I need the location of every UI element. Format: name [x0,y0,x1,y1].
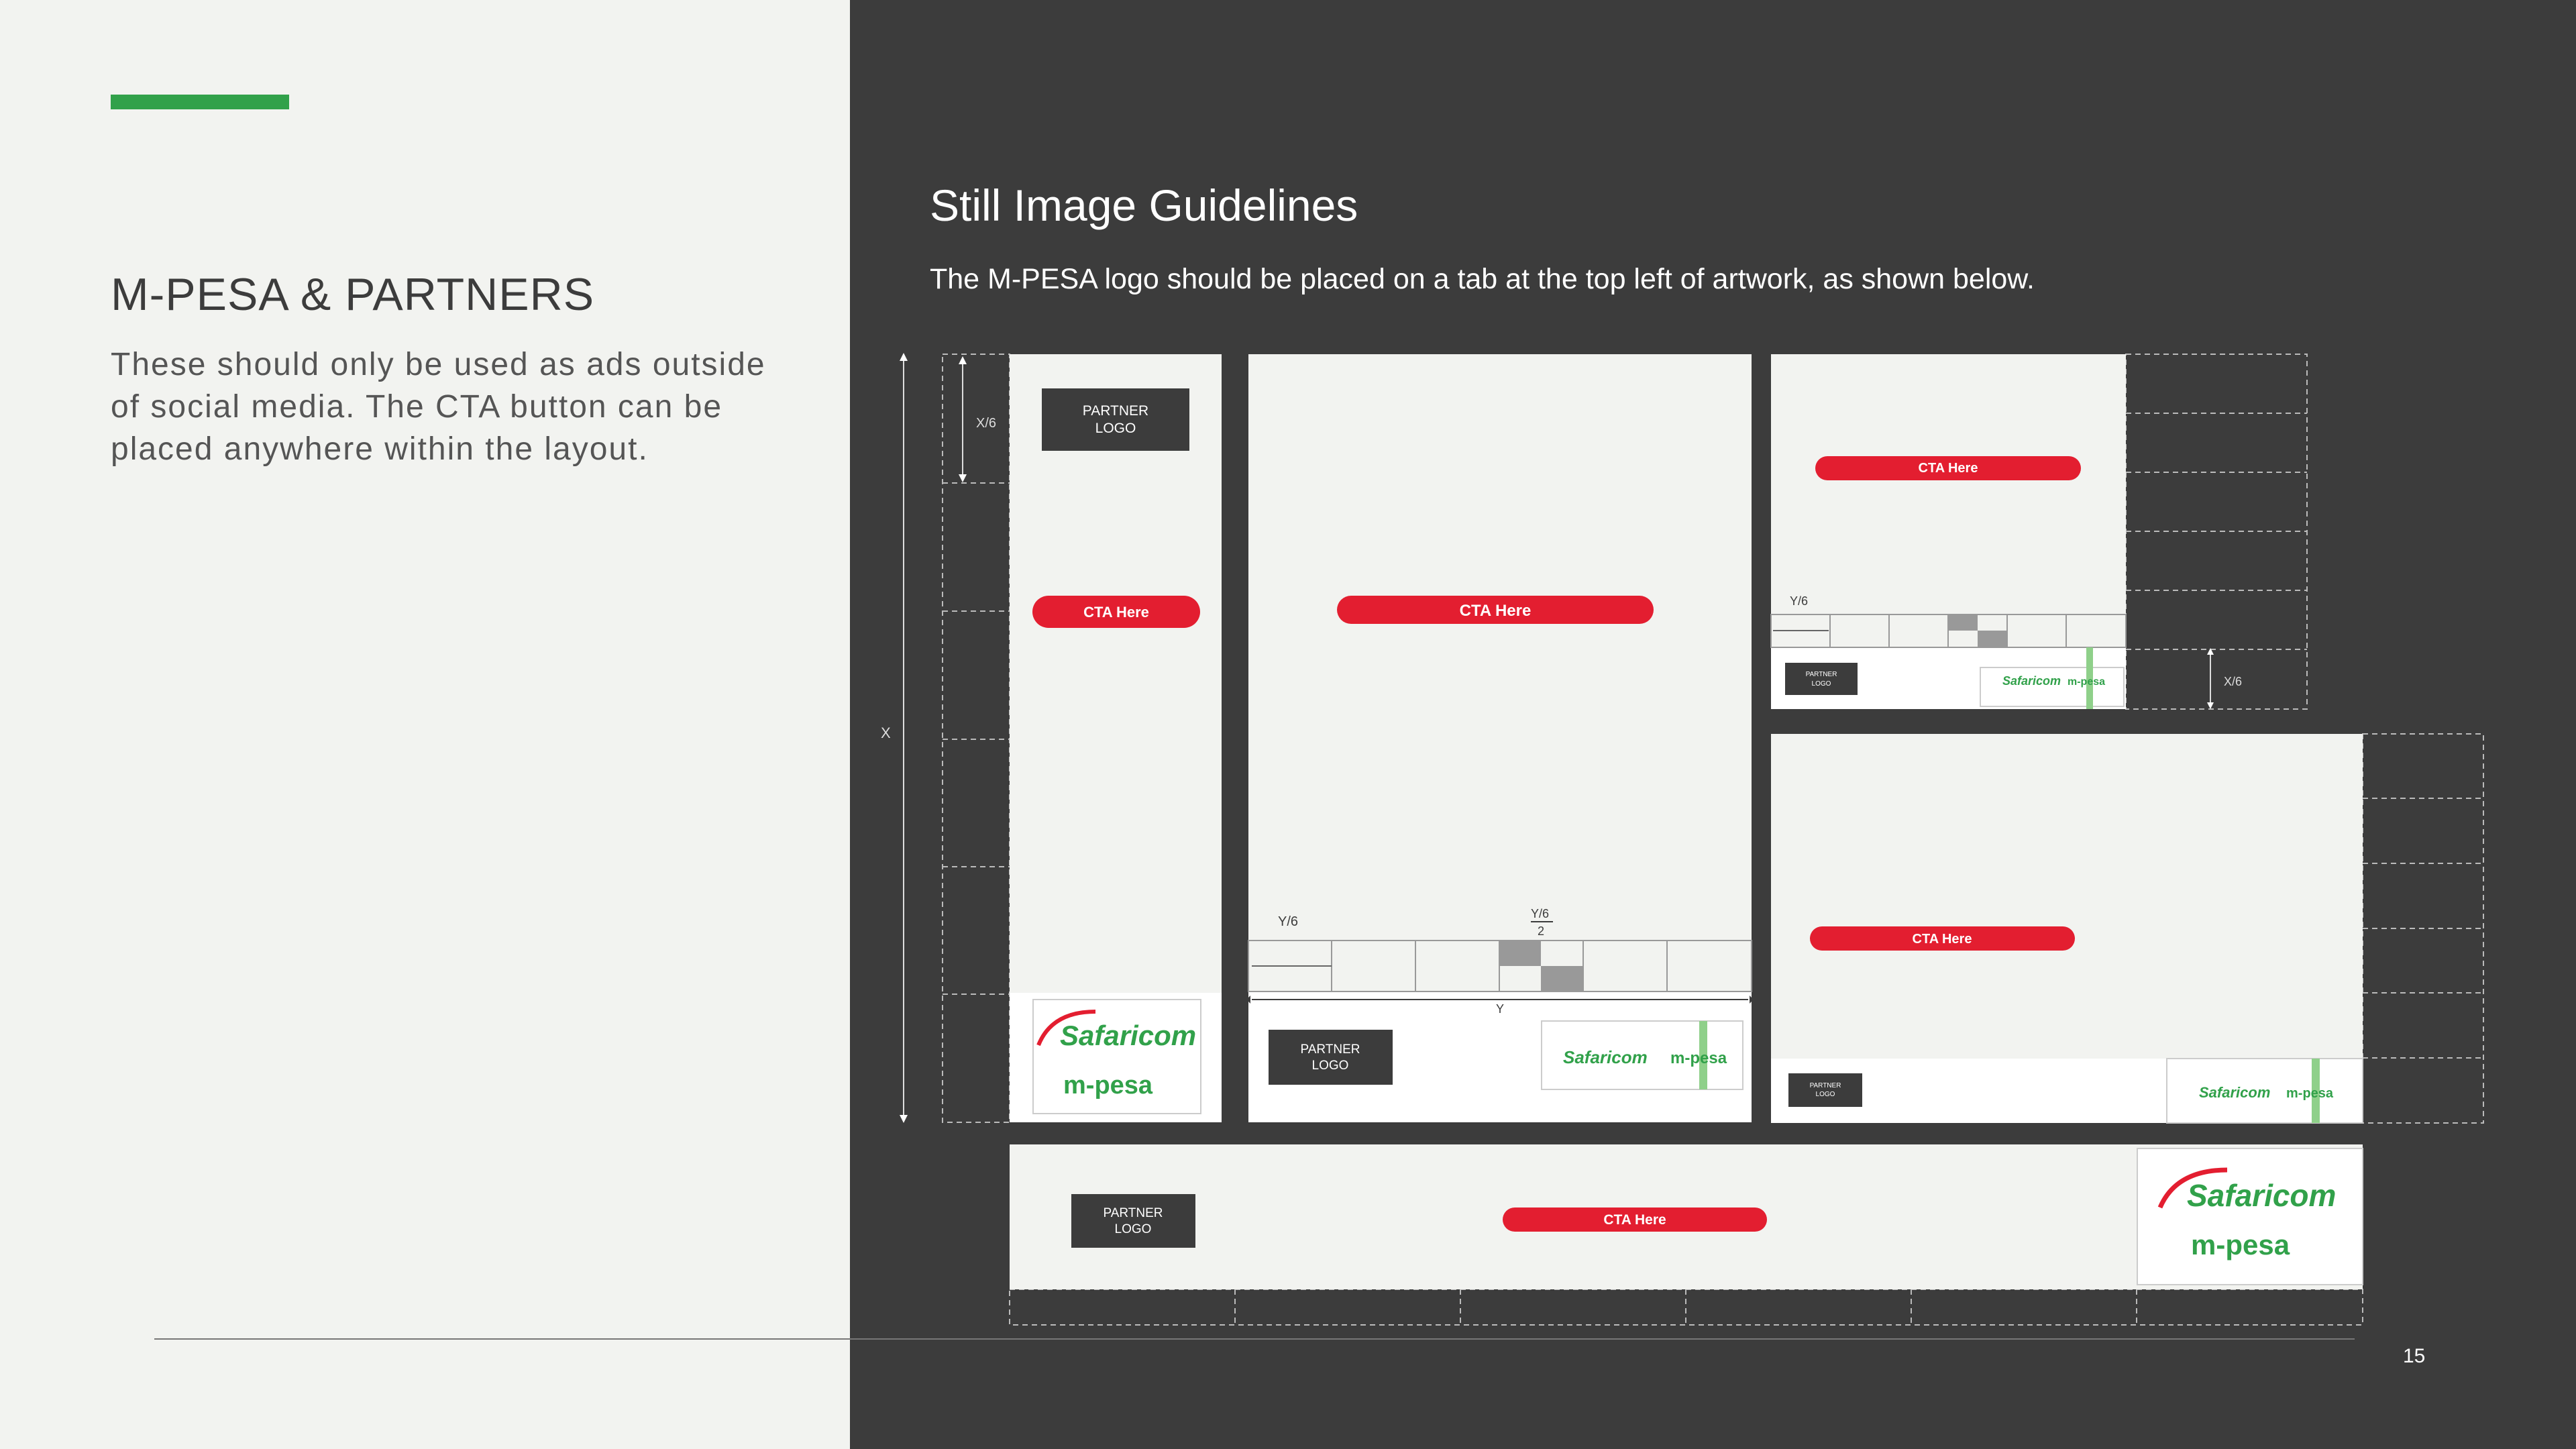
artwork-vertical [881,353,1222,1123]
dim-y6-frac-num: Y/6 [1531,907,1550,920]
mpesa-wordmark: m-pesa [2068,676,2106,688]
partner-logo-line1: PARTNER [1082,403,1149,419]
safaricom-wordmark: Safaricom [1563,1047,1648,1067]
cta-label: CTA Here [1083,604,1149,621]
cta-label: CTA Here [1918,461,1978,476]
mpesa-wordmark: m-pesa [1063,1071,1153,1099]
page-subtitle: The M-PESA logo should be placed on a tab at the top left of artwork, as shown below. [930,263,2035,295]
dim-y-label: Y [1496,1002,1505,1016]
partner-logo-line2: LOGO [1311,1059,1349,1073]
section-description: These should only be used as ads outside of social media. The CTA button can be placed anywhere within the layout. [111,347,766,467]
partner-logo-line2: LOGO [1114,1222,1152,1236]
artwork-square [1771,354,2307,709]
mpesa-wordmark: m-pesa [2191,1229,2290,1260]
safaricom-wordmark: Safaricom [2002,674,2061,688]
safaricom-wordmark: Safaricom [2199,1084,2271,1101]
partner-logo-line2: LOGO [1095,421,1136,436]
partner-logo-line2: LOGO [1815,1091,1835,1098]
mpesa-wordmark: m-pesa [2286,1086,2334,1101]
safaricom-mpesa-horizontal-logo [1542,1021,1743,1089]
safaricom-wordmark: Safaricom [1060,1020,1197,1051]
dim-y6-frac-den: 2 [1538,924,1545,938]
partner-logo-line1: PARTNER [1300,1042,1360,1057]
dim-y6-label: Y/6 [1278,914,1299,929]
artwork-portrait [1246,354,1754,1122]
partner-logo-line1: PARTNER [1809,1082,1841,1089]
cta-label: CTA Here [1603,1212,1666,1228]
partner-logo-line1: PARTNER [1103,1206,1163,1220]
section-title: M-PESA & PARTNERS [111,269,595,320]
safaricom-mpesa-stacked-logo [1033,1000,1201,1114]
safaricom-mpesa-stacked-logo [2137,1148,2363,1285]
partner-logo-line1: PARTNER [1805,671,1837,678]
cta-label: CTA Here [1459,602,1532,620]
artwork-landscape [1771,734,2483,1123]
page-title: Still Image Guidelines [930,180,1358,230]
dim-x6-label: X/6 [2224,675,2243,688]
safaricom-wordmark: Safaricom [2187,1178,2337,1213]
mpesa-wordmark: m-pesa [1670,1049,1727,1067]
safaricom-mpesa-horizontal-logo [2167,1059,2363,1123]
dim-x-label: X [881,724,891,741]
footer-divider [154,1338,2355,1340]
partner-logo-line2: LOGO [1811,680,1831,688]
page-number: 15 [2403,1345,2426,1367]
dim-x6-label: X/6 [976,416,997,431]
dim-y6-label: Y/6 [1790,594,1809,608]
artwork-banner [1010,1144,2363,1325]
cta-label: CTA Here [1912,932,1972,947]
